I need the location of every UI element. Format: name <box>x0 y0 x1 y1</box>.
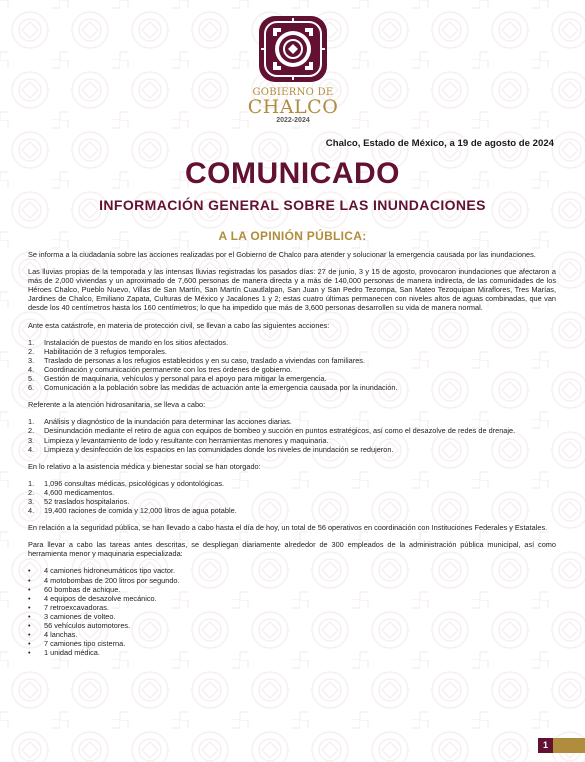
civil-protection-list <box>28 338 556 393</box>
org-name-line1: GOBIERNO DE <box>252 87 334 98</box>
list-item-text: Comunicación a la población sobre las medidas de actuación ante la emergencia causada por la inundación. <box>44 383 398 393</box>
list-item-text: 3 camiones de volteo. <box>44 611 116 621</box>
civil-protection-lead: Ante esta catástrofe, en materia de protección civil, se llevan a cabo las siguientes acciones: <box>28 320 330 330</box>
bullet-marker: • <box>28 584 31 594</box>
list-item <box>28 497 556 506</box>
bullet-marker: • <box>28 639 31 649</box>
list-item-text: 7 retroexcavadoras. <box>44 602 109 612</box>
equipment-lead: Para llevar a cabo las tareas antes descritas, se despliegan diariamente alrededor de 300 empleados de la administración pública municipal, así como herramienta menor y maquinaria especializada: <box>28 540 556 559</box>
hydro-health-lead: Referente a la atención hidrosanitaria, se lleva a cabo: <box>28 400 206 410</box>
list-item <box>28 338 556 347</box>
medical-list <box>28 479 556 515</box>
list-item <box>28 585 556 594</box>
document-body <box>28 250 556 665</box>
list-item <box>28 374 556 383</box>
bullet-marker: • <box>28 621 31 630</box>
list-marker: 6. <box>28 383 35 393</box>
list-item-text: 56 vehículos automotores. <box>44 621 131 630</box>
document-title: COMUNICADO <box>185 157 400 190</box>
list-item <box>28 479 556 488</box>
list-item-text: Traslado de personas a los refugios establecidos y en su caso, traslado a viviendas con familiares. <box>44 355 365 365</box>
list-item-text: 19,400 raciones de comida y 12,000 litros de agua potable. <box>44 506 237 516</box>
list-item-text: Instalación de puestos de mando en los sitios afectados. <box>44 337 229 347</box>
section-heading: A LA OPINIÓN PÚBLICA: <box>218 229 367 243</box>
list-item <box>28 347 556 356</box>
date-line: Chalco, Estado de México, a 19 de agosto de 2024 <box>325 138 554 149</box>
list-item-text: 4,600 medicamentos. <box>44 487 115 497</box>
list-marker: 3. <box>28 496 35 506</box>
list-marker: 1. <box>28 337 35 347</box>
list-item <box>28 365 556 374</box>
list-item-text: 60 bombas de achique. <box>44 584 121 594</box>
list-marker: 1. <box>28 417 35 427</box>
document-subtitle: INFORMACIÓN GENERAL SOBRE LAS INUNDACIONES <box>99 197 486 213</box>
list-item-text: Análisis y diagnóstico de la inundación para determinar las acciones diarias. <box>44 417 292 427</box>
list-marker: 1. <box>28 478 35 488</box>
bullet-marker: • <box>28 611 31 621</box>
equipment-list <box>28 566 556 657</box>
list-item <box>28 630 556 639</box>
page-number: 1 <box>538 738 553 753</box>
list-marker: 3. <box>28 355 35 365</box>
list-item <box>28 639 556 648</box>
list-item-text: Habilitación de 3 refugios temporales. <box>44 346 167 356</box>
list-item <box>28 417 556 426</box>
list-item <box>28 488 556 497</box>
hydro-health-list <box>28 417 556 453</box>
list-item <box>28 566 556 575</box>
bullet-marker: • <box>28 593 31 603</box>
list-marker: 2. <box>28 346 35 356</box>
medical-lead: En lo relativo a la asistencia médica y bienestar social se han otorgado: <box>28 461 261 471</box>
security-paragraph: En relación a la seguridad pública, se han llevado a cabo hasta el día de hoy, un total de 56 operativos en coordinación con Instituciones Federales y Estatales. <box>28 523 548 533</box>
list-item <box>28 445 556 454</box>
list-item-text: Desinundación mediante el retiro de agua con equipos de bombeo y succión en puntos estratégicos, así como el desazolve de redes de drenaje. <box>44 426 516 436</box>
list-item <box>28 426 556 435</box>
rains-paragraph: Las lluvias propias de la temporada y las intensas lluvias registradas los pasados días: 27 de junio, 3 y 15 de agosto, provocaron inundaciones que afectaron a más de 2,000 viviendas y un aproximado de 7,600 personas de manera directa y a más de 140,000 personas de manera indirecta, de las comunidades de los Héroes Chalco, Pueblo Nuevo, Villas de San Martín, San Martín Cuautlalpan, San Juan y San Pedro Tezompa, San Mateo Tezoquipan Miraflores, Tres Marías, Jardines de Chalco, Emiliano Zapata, Culturas de México y Jacalones 1 y 2; estas cuatro últimas permanecen con niveles altos de aguas combinadas, que van desde los 40 centímetros hasta los 160 centímetros; lo que ha impedido que más de 3,600 personas desarrollen su vida de manera normal. <box>28 267 556 313</box>
intro-paragraph: Se informa a la ciudadanía sobre las acciones realizadas por el Gobierno de Chalco para atender y solucionar la emergencia causada por las inundaciones. <box>28 250 536 259</box>
list-marker: 5. <box>28 374 35 384</box>
list-item-text: 4 equipos de desazolve mecánico. <box>44 593 157 603</box>
list-item-text: Coordinación y comunicación permanente con los tres órdenes de gobierno. <box>44 364 293 374</box>
list-item-text: Gestión de maquinaria, vehículos y personal para el apoyo para mitigar la emergencia. <box>44 374 327 384</box>
list-marker: 2. <box>28 487 35 497</box>
list-item <box>28 603 556 612</box>
list-item <box>28 383 556 392</box>
header-logo <box>239 14 347 125</box>
list-item <box>28 436 556 445</box>
list-item <box>28 576 556 585</box>
list-marker: 2. <box>28 426 35 436</box>
list-item-text: Limpieza y levantamiento de lodo y resultante con herramientas menores y maquinaria. <box>44 435 329 445</box>
administration-period: 2022-2024 <box>276 117 310 124</box>
list-item-text: 1,096 consultas médicas, psicológicas y odontológicas. <box>44 478 225 488</box>
list-marker: 4. <box>28 444 35 454</box>
list-marker: 4. <box>28 506 35 516</box>
list-marker: 4. <box>28 364 35 374</box>
list-item-text: 4 motobombas de 200 litros por segundo. <box>44 575 180 585</box>
bullet-marker: • <box>28 630 31 640</box>
org-name-line2: CHALCO <box>247 96 339 118</box>
bullet-marker: • <box>28 566 31 576</box>
chalco-emblem-icon <box>255 14 331 86</box>
list-item <box>28 356 556 365</box>
list-item-text: 52 traslados hospitalarios. <box>44 496 130 506</box>
list-marker: 3. <box>28 435 35 445</box>
list-item-text: Limpieza y desinfección de los espacios en las comunidades donde los niveles de inundación se redujeron. <box>44 444 394 454</box>
bullet-marker: • <box>28 602 31 612</box>
list-item-text: 1 unidad médica. <box>44 648 100 658</box>
bullet-marker: • <box>28 575 31 585</box>
list-item <box>28 594 556 603</box>
list-item-text: 4 lanchas. <box>44 630 78 640</box>
list-item-text: 4 camiones hidroneumáticos tipo vactor. <box>44 566 176 576</box>
list-item <box>28 506 556 515</box>
bullet-marker: • <box>28 648 31 658</box>
list-item <box>28 612 556 621</box>
list-item <box>28 648 556 657</box>
list-item-text: 7 camiones tipo cisterna. <box>44 639 126 649</box>
list-item <box>28 621 556 630</box>
